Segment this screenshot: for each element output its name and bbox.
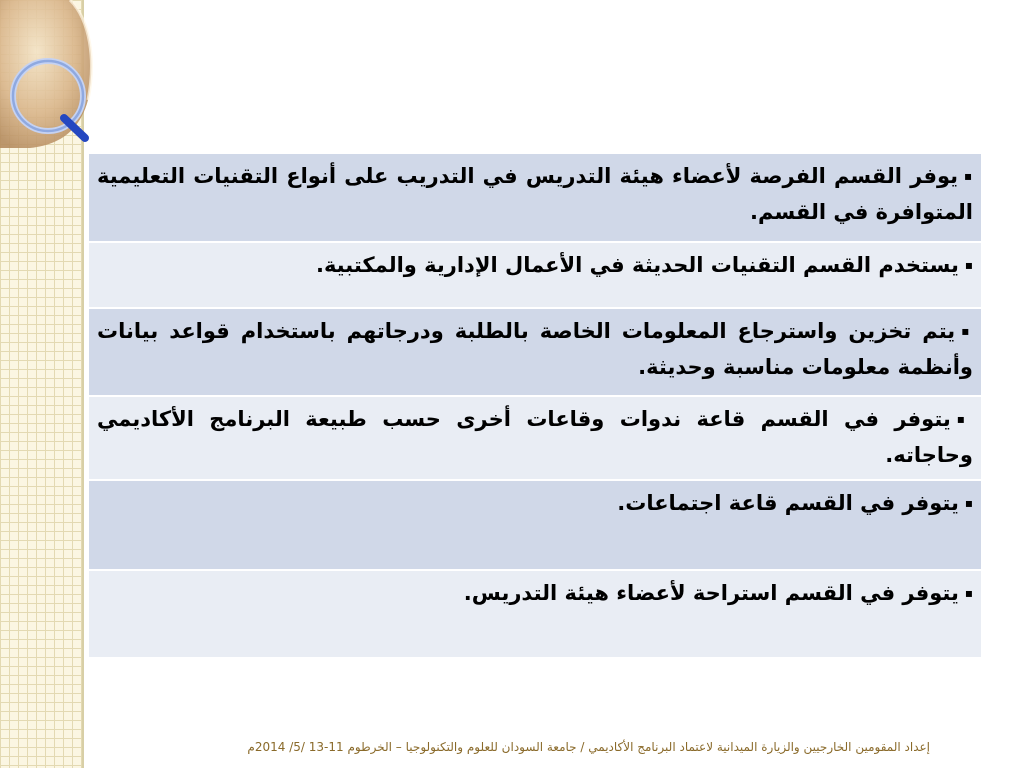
- bullet-icon: ▪: [961, 324, 973, 338]
- table-row: [89, 242, 981, 308]
- bullet-icon: ▪: [964, 586, 973, 600]
- criteria-table: [89, 154, 981, 659]
- criterion-text: يتم تخزين واسترجاع المعلومات الخاصة بالطلبة ودرجاتهم باستخدام قواعد بيانات وأنظمة معلومات مناسبة وحديثة.: [97, 319, 973, 379]
- bullet-icon: ▪: [964, 169, 973, 183]
- table-cell: [89, 396, 981, 480]
- criterion-text: يتوفر في القسم قاعة ندوات وقاعات أخرى حسب طبيعة البرنامج الأكاديمي وحاجاته.: [97, 407, 973, 467]
- criterion-text: يتوفر في القسم قاعة اجتماعات.: [617, 491, 959, 515]
- bullet-icon: ▪: [956, 412, 973, 426]
- table-cell: [89, 154, 981, 242]
- table-row: [89, 570, 981, 658]
- magnifier-logo-icon: [0, 0, 100, 150]
- criterion-text: يتوفر في القسم استراحة لأعضاء هيئة التدريس.: [463, 581, 959, 605]
- table-row: [89, 396, 981, 480]
- table-cell: [89, 308, 981, 396]
- criterion-text: يستخدم القسم التقنيات الحديثة في الأعمال الإدارية والمكتبية.: [315, 253, 959, 277]
- table-cell: [89, 242, 981, 308]
- slide-footer: إعداد المقومين الخارجيين والزيارة الميدانية لاعتماد البرنامج الأكاديمي / جامعة السودان للعلوم والتكنولوجيا – الخرطوم 11-13 /5/ 2014م: [247, 740, 930, 754]
- table-row: [89, 154, 981, 242]
- table-cell: [89, 480, 981, 570]
- table-row: [89, 308, 981, 396]
- criterion-text: يوفر القسم الفرصة لأعضاء هيئة التدريس في التدريب على أنواع التقنيات التعليمية المتوافرة في القسم.: [97, 164, 973, 224]
- bullet-icon: ▪: [964, 496, 973, 510]
- bullet-icon: ▪: [964, 258, 973, 272]
- table-row: [89, 480, 981, 570]
- table-cell: [89, 570, 981, 658]
